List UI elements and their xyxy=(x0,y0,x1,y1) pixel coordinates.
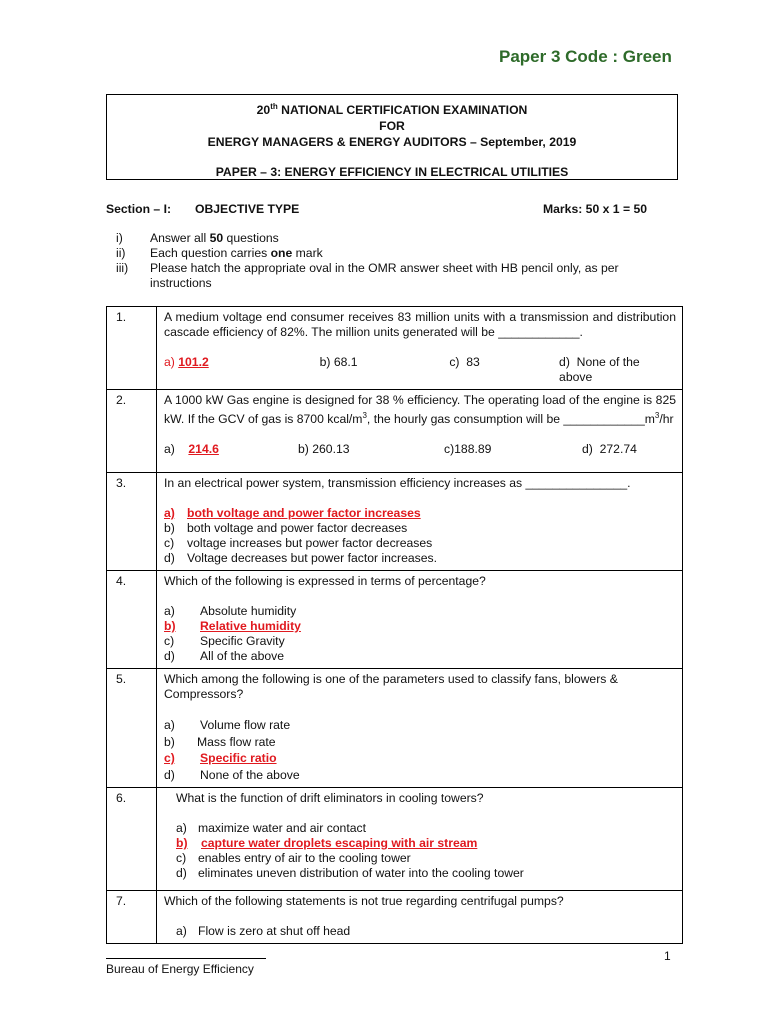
option-c: c) Specific Gravity xyxy=(164,634,285,648)
option-c: c)188.89 xyxy=(444,442,492,457)
option-a: a) maximize water and air contact xyxy=(176,821,366,835)
option-a: a) Volume flow rate xyxy=(164,718,291,732)
options-row xyxy=(164,355,676,385)
option-d: d) Voltage decreases but power factor increases. xyxy=(164,551,437,565)
option-c: c) enables entry of air to the cooling tower xyxy=(176,851,411,865)
question-row xyxy=(107,788,683,891)
question-row xyxy=(107,669,683,788)
section-name: Section – I: xyxy=(106,202,172,216)
question-number: 1. xyxy=(107,307,157,390)
question-text: A 1000 kW Gas engine is designed for 38 % efficiency. The operating load of the engine is 825 kW. If the GCV of gas is 8700 kcal/$m^3$, the hourly gas consumption will be $\_\_\_\_\_\_\_\_\_\_\_\_m^3/hr$ xyxy=(164,393,676,427)
question-cell xyxy=(157,307,683,390)
question-text: In an electrical power system, transmission efficiency increases as _______________. xyxy=(164,476,631,490)
option-d: d) eliminates uneven distribution of water into the cooling tower xyxy=(176,866,524,880)
question-number: 6. xyxy=(107,788,157,891)
footer-divider xyxy=(106,958,266,959)
question-row xyxy=(107,473,683,571)
question-number: 3. xyxy=(107,473,157,571)
title-line-3: ENERGY MANAGERS & ENERGY AUDITORS – September, 2019 xyxy=(207,135,577,150)
option-b: b) Relative humidity xyxy=(164,619,301,633)
paper-code: Paper 3 Code : Green xyxy=(499,47,672,66)
option-b: b) Mass flow rate xyxy=(164,734,276,749)
option-b: b) 68.1 xyxy=(319,355,358,369)
exam-title-box xyxy=(106,94,678,180)
question-text: What is the function of drift eliminators in cooling towers? xyxy=(176,791,484,805)
options-row xyxy=(164,442,676,457)
question-cell xyxy=(157,571,683,669)
instructions-list xyxy=(116,231,656,291)
option-d: d) All of the above xyxy=(164,649,285,663)
option-a: a) both voltage and power factor increases xyxy=(164,506,421,520)
option-b: b) 260.13 xyxy=(298,442,350,457)
page-number: 1 xyxy=(664,949,671,963)
footer-org: Bureau of Energy Efficiency xyxy=(106,962,254,976)
section-type: OBJECTIVE TYPE xyxy=(195,202,300,216)
question-number: 4. xyxy=(107,571,157,669)
question-cell xyxy=(157,473,683,571)
question-cell xyxy=(157,669,683,788)
question-number: 5. xyxy=(107,669,157,788)
option-b: b) capture water droplets escaping with air stream xyxy=(176,836,478,850)
option-a: a) Absolute humidity xyxy=(164,604,297,618)
question-text: Which of the following statements is not true regarding centrifugal pumps? xyxy=(164,894,564,908)
question-row xyxy=(107,891,683,944)
option-c: c) 83 xyxy=(449,355,480,369)
option-c: c) voltage increases but power factor decreases xyxy=(164,536,433,550)
question-cell xyxy=(157,891,683,944)
question-cell xyxy=(157,390,683,473)
option-c: c) Specific ratio xyxy=(164,751,277,765)
option-b: b) both voltage and power factor decreases xyxy=(164,521,408,535)
instruction-item: iii) Please hatch the appropriate oval in the OMR answer sheet with HB pencil only, as per instructions xyxy=(116,261,619,290)
title-line-2: FOR xyxy=(379,119,405,134)
option-d: d) None of the above xyxy=(164,767,300,782)
option-a: a) Flow is zero at shut off head xyxy=(176,924,351,938)
question-row xyxy=(107,571,683,669)
question-text: Which among the following is one of the parameters used to classify fans, blowers & Compressors? xyxy=(164,672,618,701)
option-a: a) 214.6 xyxy=(164,442,219,457)
question-number: 7. xyxy=(107,891,157,944)
section-marks: Marks: 50 x 1 = 50 xyxy=(543,202,648,216)
title-line-4: PAPER – 3: ENERGY EFFICIENCY IN ELECTRICAL UTILITIES xyxy=(215,165,569,180)
question-number: 2. xyxy=(107,390,157,473)
question-row xyxy=(107,390,683,473)
option-d: d) None of the above xyxy=(559,355,640,384)
title-line-1: 20th NATIONAL CERTIFICATION EXAMINATION xyxy=(256,102,528,118)
instruction-item: i) Answer all 50 questions xyxy=(116,231,279,245)
question-cell xyxy=(157,788,683,891)
question-row xyxy=(107,307,683,390)
question-text: A medium voltage end consumer receives 83 million units with a transmission and distribution cascade efficiency of 82%. The million units generated will be ____________. xyxy=(164,310,676,339)
question-text: Which of the following is expressed in terms of percentage? xyxy=(164,574,486,588)
option-d: d) 272.74 xyxy=(582,442,637,457)
instruction-item: ii) Each question carries one mark xyxy=(116,246,323,260)
option-a: a) 101.2 xyxy=(164,355,209,369)
questions-table xyxy=(106,306,683,944)
